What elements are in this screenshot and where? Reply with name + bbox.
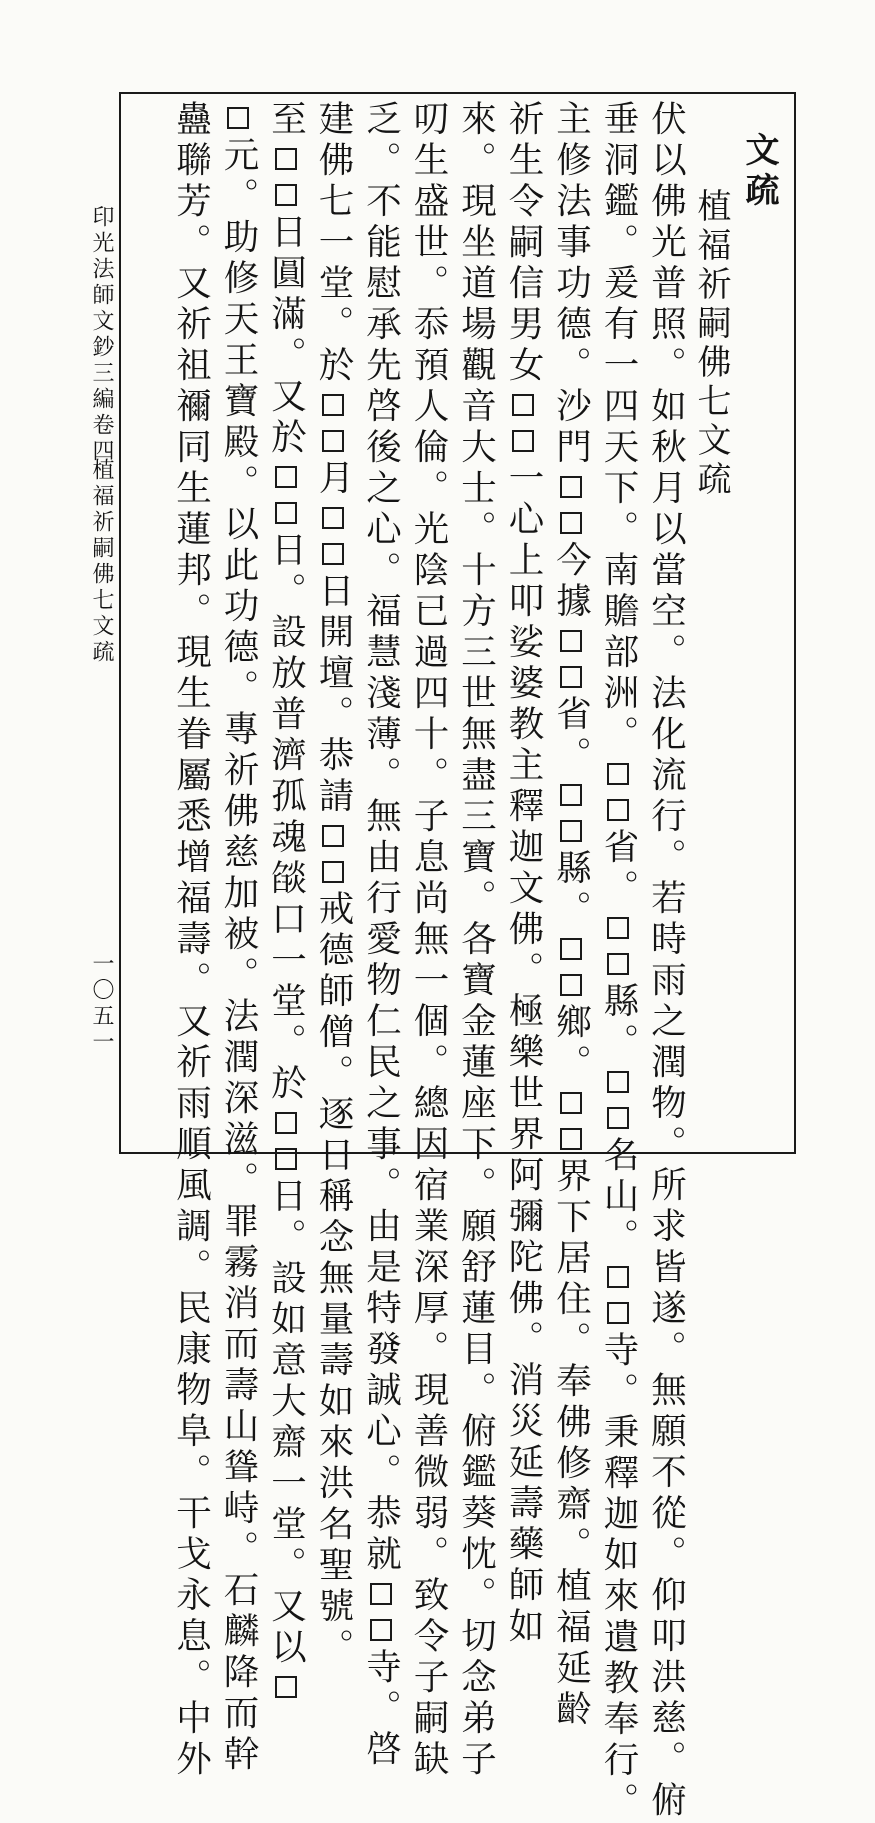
blank-box (607, 1107, 629, 1129)
book-title: 印光法師文鈔三編卷四 (89, 205, 114, 465)
blank-box (275, 466, 297, 488)
text-column: 主修法事功德。沙門今據省。縣。鄉。界下居住。奉佛修齋。植福延齡 (550, 100, 592, 1731)
blank-box (560, 1092, 582, 1114)
blank-box (560, 784, 582, 806)
blank-box (370, 1583, 392, 1605)
blank-box (560, 630, 582, 652)
text-column: 叨生盛世。忝預人倫。光陰已過四十。子息尚無一個。總因宿業深厚。現善微弱。致令子嗣缺 (408, 100, 449, 1781)
blank-box (607, 763, 629, 785)
blank-box (322, 543, 344, 565)
blank-box (560, 476, 582, 498)
text-column: 來。現坐道場觀音大士。十方三世無盡三寶。各寶金蓮座下。願舒蓮目。俯鑑葵忱。切念弟子 (455, 100, 497, 1781)
blank-box (512, 394, 534, 416)
blank-box (275, 1676, 297, 1698)
blank-box (607, 953, 629, 975)
blank-box (560, 512, 582, 534)
blank-box (227, 107, 249, 129)
blank-box (370, 1619, 392, 1641)
blank-box (560, 938, 582, 960)
blank-box (322, 825, 344, 847)
blank-box (322, 507, 344, 529)
text-column: 至日圓滿。又於日。設放普濟孤魂燄口一堂。於日。設如意大齋一堂。又以 (268, 100, 304, 1705)
blank-box (275, 1112, 297, 1134)
blank-box (560, 666, 582, 688)
blank-box (607, 1302, 629, 1324)
article-title: 植福祈嗣佛七文疏 (691, 188, 731, 500)
blank-box (560, 1128, 582, 1150)
running-title: 植福祈嗣佛七文疏 (89, 458, 114, 666)
blank-box (512, 430, 534, 452)
blank-box (322, 394, 344, 416)
text-column: 元。助修天王寶殿。以此功德。專祈佛慈加被。法潤深滋。罪霧消而壽山聳峙。石麟降而幹 (221, 100, 257, 1776)
blank-box (607, 917, 629, 939)
blank-box (607, 799, 629, 821)
text-column: 乏。不能慰承先啓後之心。福慧淺薄。無由行愛物仁民之事。由是特發誠心。恭就寺。啓 (360, 100, 402, 1771)
blank-box (275, 502, 297, 524)
text-column: 垂洞鑑。爰有一四天下。南贍部洲。省。縣。名山。寺。秉釋迦如來遺教奉行。 (598, 100, 639, 1823)
blank-box (275, 1148, 297, 1170)
blank-box (560, 974, 582, 996)
text-column: 祈生令嗣信男女一心上叩娑婆教主釋迦文佛。極樂世界阿彌陀佛。消災延壽藥師如 (503, 100, 544, 1648)
section-heading: 文疏 (739, 132, 779, 212)
blank-box (322, 430, 344, 452)
blank-box (560, 820, 582, 842)
blank-box (322, 861, 344, 883)
text-column: 伏以佛光普照。如秋月以當空。法化流行。若時雨之潤物。所求皆遂。無願不從。仰叩洪慈。俯 (645, 100, 687, 1822)
blank-box (607, 1071, 629, 1093)
blank-box (275, 148, 297, 170)
text-column: 建佛七一堂。於月日開壇。恭請戒德師僧。逐日稱念無量壽如來洪名聖號。 (313, 100, 354, 1669)
blank-box (275, 184, 297, 206)
text-column: 蠱聯芳。又祈祖禰同生蓮邦。現生眷屬悉增福壽。又祈雨順風調。民康物阜。干戈永息。中外 (170, 100, 212, 1781)
page-number: 一〇五一 (89, 952, 114, 1056)
blank-box (607, 1266, 629, 1288)
